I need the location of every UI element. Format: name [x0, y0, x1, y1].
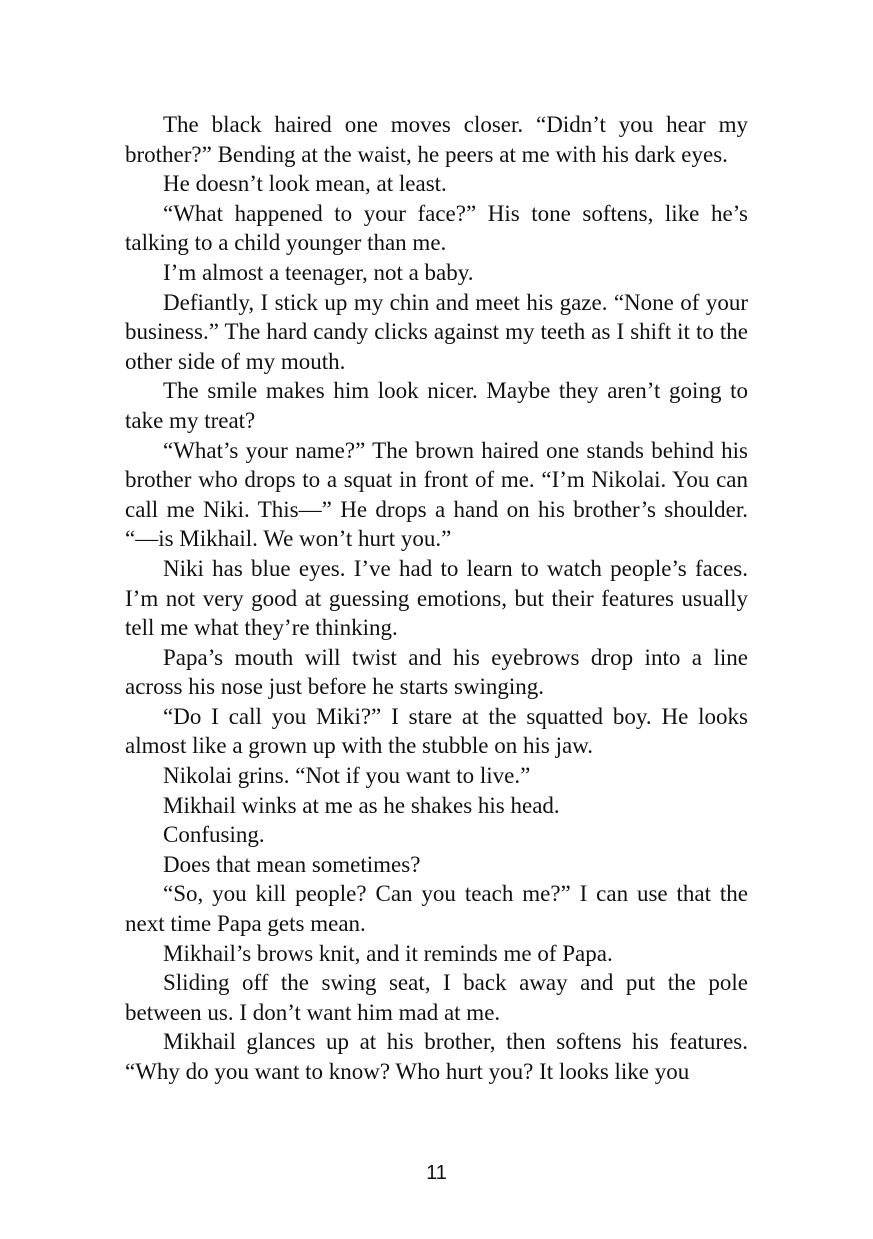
paragraph: The black haired one moves closer. “Didn’t you hear my brother?” Bending at the waist, he peers at me with his dark eyes. — [125, 112, 748, 167]
paragraph: Mikhail winks at me as he shakes his head. — [163, 792, 560, 818]
paragraph: Nikolai grins. “Not if you want to live.” — [163, 763, 531, 789]
paragraph: Defiantly, I stick up my chin and meet his gaze. “None of your business.” The hard candy clicks against my teeth as I shift it to the other side of my mouth. — [125, 289, 748, 374]
paragraph: He doesn’t look mean, at least. — [163, 171, 447, 197]
paragraph: Does that mean sometimes? — [163, 851, 421, 877]
paragraph: Confusing. — [163, 822, 265, 848]
paragraph: I’m almost a teenager, not a baby. — [163, 259, 474, 285]
paragraph: Mikhail’s brows knit, and it reminds me of Papa. — [163, 940, 613, 966]
paragraph: “What’s your name?” The brown haired one stands behind his brother who drops to a squat in front of me. “I’m Nikolai. You can call me Niki. This—” He drops a hand on his brother’s shoulder. “—is Mikhail. We won’t hurt you.” — [125, 437, 748, 552]
paragraph: The smile makes him look nicer. Maybe they aren’t going to take my treat? — [125, 378, 748, 433]
paragraph: Sliding off the swing seat, I back away and put the pole between us. I don’t want him mad at me. — [125, 970, 748, 1025]
paragraph: “So, you kill people? Can you teach me?” I can use that the next time Papa gets mean. — [125, 881, 748, 937]
paragraph: “Do I call you Miki?” I stare at the squatted boy. He looks almost like a grown up with the stubble on his jaw. — [125, 703, 748, 759]
page-number: 11 — [426, 1162, 447, 1184]
body-text — [125, 110, 748, 1087]
paragraph: Mikhail glances up at his brother, then softens his features. “Why do you want to know? Who hurt you? It looks like you — [125, 1029, 748, 1084]
paragraph: Niki has blue eyes. I’ve had to learn to watch people’s faces. I’m not very good at guessing emotions, but their features usually tell me what they’re thinking. — [125, 555, 748, 641]
paragraph: “What happened to your face?” His tone softens, like he’s talking to a child younger than me. — [125, 200, 748, 256]
paragraph: Papa’s mouth will twist and his eyebrows drop into a line across his nose just before he starts swinging. — [125, 644, 748, 700]
